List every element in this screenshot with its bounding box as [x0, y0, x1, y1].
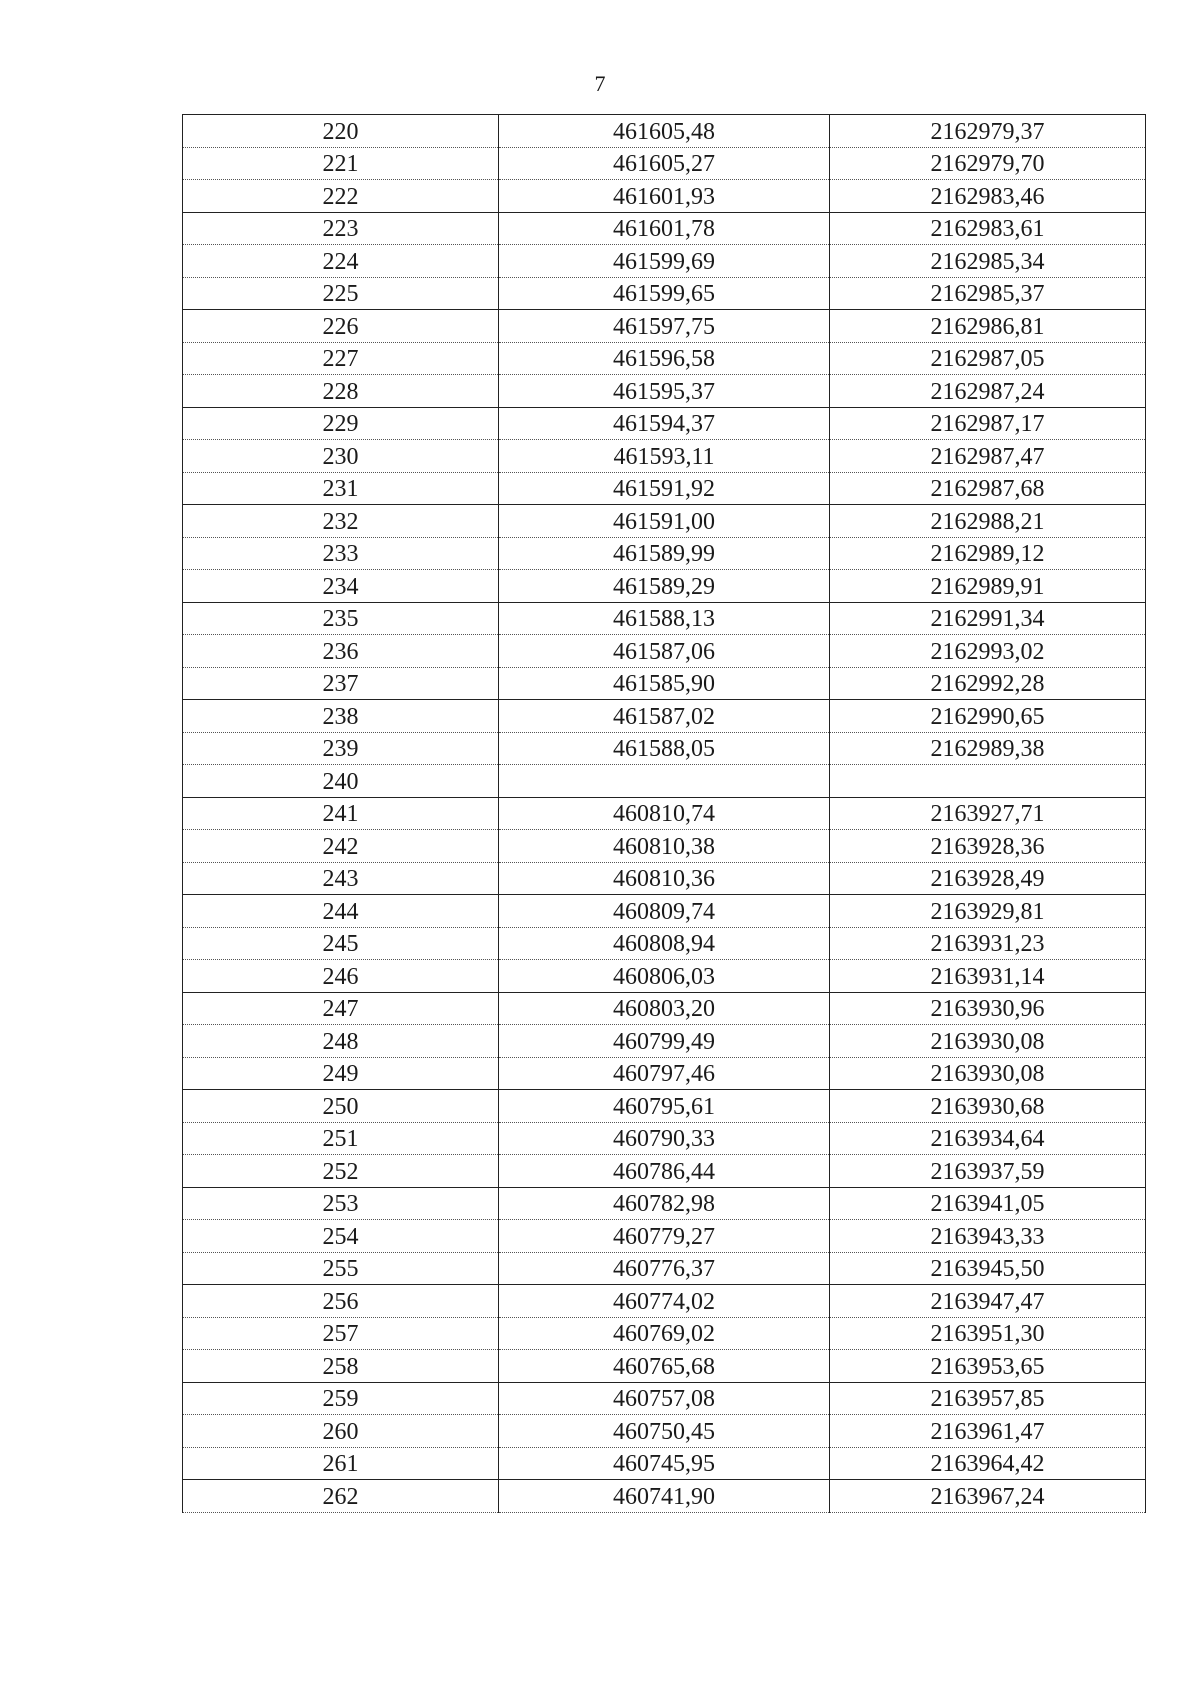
coordinates-table	[182, 114, 1146, 1513]
y-coordinate-cell	[830, 765, 1146, 798]
table-row	[183, 700, 1146, 733]
point-number-cell: 247	[183, 992, 499, 1025]
x-coordinate-cell: 461601,93	[499, 180, 830, 213]
table-row	[183, 570, 1146, 603]
table-row	[183, 992, 1146, 1025]
table-row	[183, 407, 1146, 440]
y-coordinate-cell: 2162986,81	[830, 310, 1146, 343]
x-coordinate-cell: 460776,37	[499, 1252, 830, 1285]
y-coordinate-cell: 2163967,24	[830, 1480, 1146, 1513]
y-coordinate-cell: 2163943,33	[830, 1220, 1146, 1253]
y-coordinate-cell: 2162990,65	[830, 700, 1146, 733]
table-row	[183, 765, 1146, 798]
x-coordinate-cell: 460808,94	[499, 927, 830, 960]
y-coordinate-cell: 2163931,23	[830, 927, 1146, 960]
table-row	[183, 1350, 1146, 1383]
x-coordinate-cell: 460745,95	[499, 1447, 830, 1480]
point-number-cell: 241	[183, 797, 499, 830]
x-coordinate-cell: 460806,03	[499, 960, 830, 993]
table-row	[183, 212, 1146, 245]
x-coordinate-cell: 460774,02	[499, 1285, 830, 1318]
x-coordinate-cell: 461591,00	[499, 505, 830, 538]
table-row	[183, 375, 1146, 408]
y-coordinate-cell: 2162979,37	[830, 115, 1146, 148]
y-coordinate-cell: 2162989,12	[830, 537, 1146, 570]
x-coordinate-cell: 460782,98	[499, 1187, 830, 1220]
table-row	[183, 830, 1146, 863]
table-row	[183, 115, 1146, 148]
x-coordinate-cell: 461605,48	[499, 115, 830, 148]
x-coordinate-cell: 461588,05	[499, 732, 830, 765]
table-row	[183, 1187, 1146, 1220]
point-number-cell: 231	[183, 472, 499, 505]
point-number-cell: 260	[183, 1415, 499, 1448]
table-row	[183, 895, 1146, 928]
table-row	[183, 960, 1146, 993]
x-coordinate-cell: 461596,58	[499, 342, 830, 375]
y-coordinate-cell: 2163961,47	[830, 1415, 1146, 1448]
y-coordinate-cell: 2163941,05	[830, 1187, 1146, 1220]
table-row	[183, 1090, 1146, 1123]
point-number-cell: 256	[183, 1285, 499, 1318]
point-number-cell: 257	[183, 1317, 499, 1350]
y-coordinate-cell: 2162993,02	[830, 635, 1146, 668]
point-number-cell: 221	[183, 147, 499, 180]
table-row	[183, 342, 1146, 375]
point-number-cell: 249	[183, 1057, 499, 1090]
table-row	[183, 472, 1146, 505]
table-row	[183, 1122, 1146, 1155]
point-number-cell: 253	[183, 1187, 499, 1220]
point-number-cell: 223	[183, 212, 499, 245]
point-number-cell: 252	[183, 1155, 499, 1188]
point-number-cell: 243	[183, 862, 499, 895]
y-coordinate-cell: 2163947,47	[830, 1285, 1146, 1318]
point-number-cell: 236	[183, 635, 499, 668]
point-number-cell: 239	[183, 732, 499, 765]
point-number-cell: 229	[183, 407, 499, 440]
point-number-cell: 220	[183, 115, 499, 148]
point-number-cell: 233	[183, 537, 499, 570]
point-number-cell: 235	[183, 602, 499, 635]
x-coordinate-cell: 461589,29	[499, 570, 830, 603]
point-number-cell: 224	[183, 245, 499, 278]
y-coordinate-cell: 2162989,38	[830, 732, 1146, 765]
y-coordinate-cell: 2162983,46	[830, 180, 1146, 213]
x-coordinate-cell	[499, 765, 830, 798]
y-coordinate-cell: 2163930,08	[830, 1057, 1146, 1090]
point-number-cell: 227	[183, 342, 499, 375]
x-coordinate-cell: 460786,44	[499, 1155, 830, 1188]
x-coordinate-cell: 461591,92	[499, 472, 830, 505]
table-row	[183, 1317, 1146, 1350]
x-coordinate-cell: 460810,38	[499, 830, 830, 863]
table-row	[183, 440, 1146, 473]
table-row	[183, 1382, 1146, 1415]
y-coordinate-cell: 2163957,85	[830, 1382, 1146, 1415]
point-number-cell: 226	[183, 310, 499, 343]
y-coordinate-cell: 2163953,65	[830, 1350, 1146, 1383]
y-coordinate-cell: 2163928,49	[830, 862, 1146, 895]
point-number-cell: 238	[183, 700, 499, 733]
table-row	[183, 1252, 1146, 1285]
x-coordinate-cell: 461589,99	[499, 537, 830, 570]
x-coordinate-cell: 461594,37	[499, 407, 830, 440]
x-coordinate-cell: 460797,46	[499, 1057, 830, 1090]
y-coordinate-cell: 2162989,91	[830, 570, 1146, 603]
table-row	[183, 1447, 1146, 1480]
x-coordinate-cell: 461597,75	[499, 310, 830, 343]
y-coordinate-cell: 2163927,71	[830, 797, 1146, 830]
table-row	[183, 635, 1146, 668]
y-coordinate-cell: 2162987,05	[830, 342, 1146, 375]
table-row	[183, 1025, 1146, 1058]
point-number-cell: 240	[183, 765, 499, 798]
y-coordinate-cell: 2163928,36	[830, 830, 1146, 863]
table-row	[183, 147, 1146, 180]
y-coordinate-cell: 2162991,34	[830, 602, 1146, 635]
y-coordinate-cell: 2162987,17	[830, 407, 1146, 440]
x-coordinate-cell: 461587,06	[499, 635, 830, 668]
table-row	[183, 1155, 1146, 1188]
table-row	[183, 667, 1146, 700]
point-number-cell: 228	[183, 375, 499, 408]
y-coordinate-cell: 2162992,28	[830, 667, 1146, 700]
point-number-cell: 232	[183, 505, 499, 538]
point-number-cell: 245	[183, 927, 499, 960]
y-coordinate-cell: 2162985,37	[830, 277, 1146, 310]
y-coordinate-cell: 2163931,14	[830, 960, 1146, 993]
table-row	[183, 180, 1146, 213]
x-coordinate-cell: 461601,78	[499, 212, 830, 245]
x-coordinate-cell: 460779,27	[499, 1220, 830, 1253]
point-number-cell: 259	[183, 1382, 499, 1415]
x-coordinate-cell: 461588,13	[499, 602, 830, 635]
x-coordinate-cell: 460803,20	[499, 992, 830, 1025]
point-number-cell: 262	[183, 1480, 499, 1513]
table-row	[183, 277, 1146, 310]
table-row	[183, 1480, 1146, 1513]
point-number-cell: 234	[183, 570, 499, 603]
y-coordinate-cell: 2162988,21	[830, 505, 1146, 538]
x-coordinate-cell: 461587,02	[499, 700, 830, 733]
x-coordinate-cell: 460795,61	[499, 1090, 830, 1123]
y-coordinate-cell: 2162987,68	[830, 472, 1146, 505]
y-coordinate-cell: 2163929,81	[830, 895, 1146, 928]
point-number-cell: 237	[183, 667, 499, 700]
x-coordinate-cell: 460757,08	[499, 1382, 830, 1415]
x-coordinate-cell: 460769,02	[499, 1317, 830, 1350]
point-number-cell: 244	[183, 895, 499, 928]
point-number-cell: 258	[183, 1350, 499, 1383]
y-coordinate-cell: 2163951,30	[830, 1317, 1146, 1350]
x-coordinate-cell: 461593,11	[499, 440, 830, 473]
point-number-cell: 248	[183, 1025, 499, 1058]
x-coordinate-cell: 461605,27	[499, 147, 830, 180]
y-coordinate-cell: 2162987,24	[830, 375, 1146, 408]
point-number-cell: 254	[183, 1220, 499, 1253]
x-coordinate-cell: 461595,37	[499, 375, 830, 408]
point-number-cell: 222	[183, 180, 499, 213]
x-coordinate-cell: 460810,36	[499, 862, 830, 895]
point-number-cell: 242	[183, 830, 499, 863]
y-coordinate-cell: 2163930,08	[830, 1025, 1146, 1058]
table-row	[183, 732, 1146, 765]
x-coordinate-cell: 460741,90	[499, 1480, 830, 1513]
x-coordinate-cell: 460790,33	[499, 1122, 830, 1155]
x-coordinate-cell: 460810,74	[499, 797, 830, 830]
x-coordinate-cell: 460799,49	[499, 1025, 830, 1058]
y-coordinate-cell: 2163930,96	[830, 992, 1146, 1025]
y-coordinate-cell: 2162983,61	[830, 212, 1146, 245]
table-row	[183, 1220, 1146, 1253]
y-coordinate-cell: 2162987,47	[830, 440, 1146, 473]
x-coordinate-cell: 461599,65	[499, 277, 830, 310]
page-number: 7	[594, 71, 606, 96]
point-number-cell: 250	[183, 1090, 499, 1123]
y-coordinate-cell: 2163964,42	[830, 1447, 1146, 1480]
point-number-cell: 225	[183, 277, 499, 310]
y-coordinate-cell: 2163945,50	[830, 1252, 1146, 1285]
table-row	[183, 1057, 1146, 1090]
table-row	[183, 1415, 1146, 1448]
point-number-cell: 255	[183, 1252, 499, 1285]
x-coordinate-cell: 460765,68	[499, 1350, 830, 1383]
point-number-cell: 251	[183, 1122, 499, 1155]
x-coordinate-cell: 461585,90	[499, 667, 830, 700]
table-row	[183, 602, 1146, 635]
x-coordinate-cell: 460809,74	[499, 895, 830, 928]
table-row	[183, 537, 1146, 570]
table-row	[183, 1285, 1146, 1318]
point-number-cell: 230	[183, 440, 499, 473]
table-row	[183, 245, 1146, 278]
y-coordinate-cell: 2163934,64	[830, 1122, 1146, 1155]
coordinates-table-body	[183, 115, 1146, 1513]
y-coordinate-cell: 2163930,68	[830, 1090, 1146, 1123]
point-number-cell: 246	[183, 960, 499, 993]
point-number-cell: 261	[183, 1447, 499, 1480]
y-coordinate-cell: 2162979,70	[830, 147, 1146, 180]
table-row	[183, 505, 1146, 538]
x-coordinate-cell: 460750,45	[499, 1415, 830, 1448]
table-row	[183, 310, 1146, 343]
y-coordinate-cell: 2162985,34	[830, 245, 1146, 278]
y-coordinate-cell: 2163937,59	[830, 1155, 1146, 1188]
table-row	[183, 797, 1146, 830]
table-row	[183, 862, 1146, 895]
table-row	[183, 927, 1146, 960]
x-coordinate-cell: 461599,69	[499, 245, 830, 278]
